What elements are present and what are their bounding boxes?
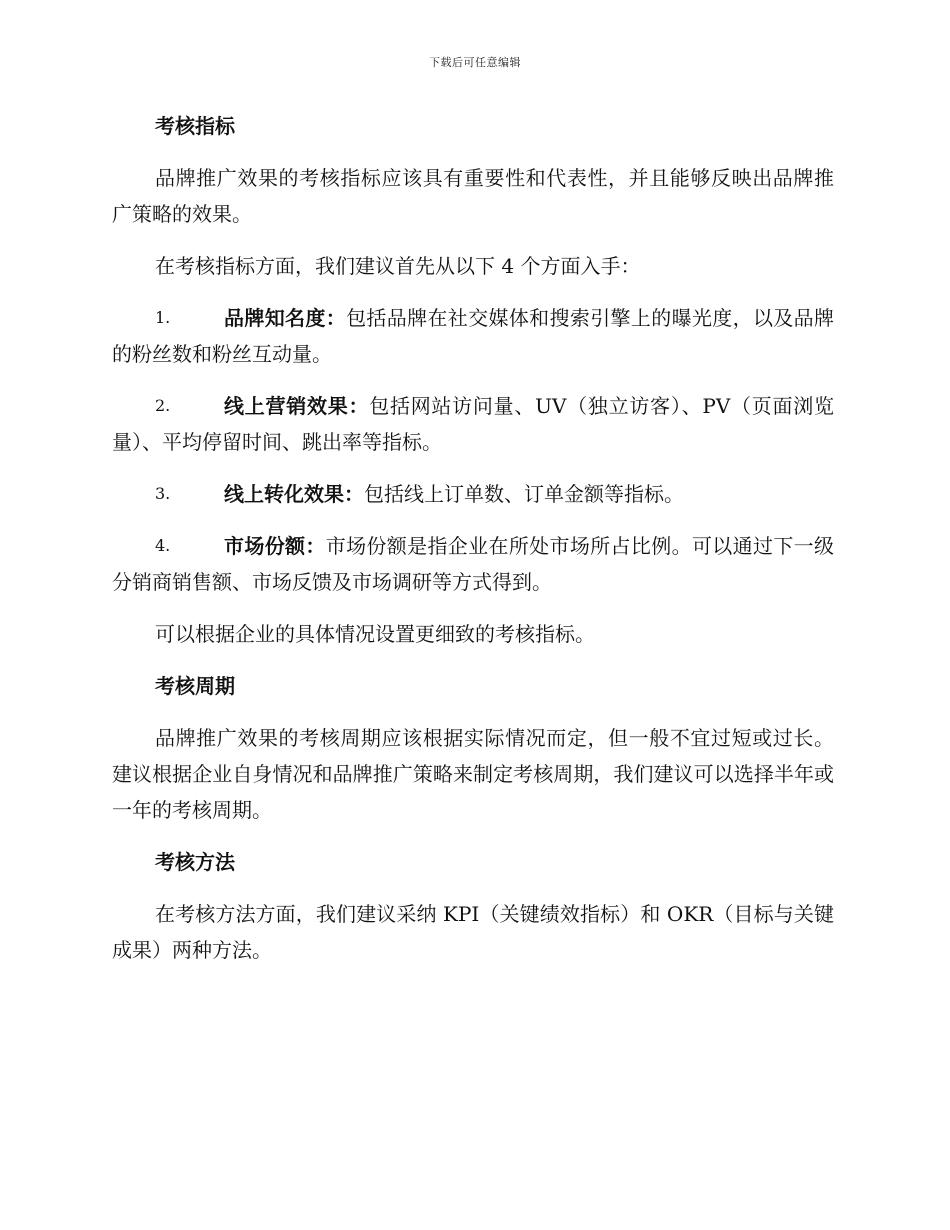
section-heading-method: 考核方法	[155, 850, 235, 874]
list-text: 市场份额是指企业在所处市场所占比例。可以通过下一级分销商销售额、市场反馈及市场调研等方式得到。	[112, 534, 835, 594]
page-header: 下载后可任意编辑	[429, 56, 521, 69]
list-term: 线上转化效果：	[224, 482, 364, 506]
paragraph: 品牌推广效果的考核周期应该根据实际情况而定，但一般不宜过短或过长。建议根据企业自身情况和品牌推广策略来制定考核周期，我们建议可以选择半年或一年的考核周期。	[112, 726, 834, 822]
document-body	[112, 108, 834, 984]
section-heading-period: 考核周期	[155, 674, 235, 698]
list-number: 1.	[155, 308, 171, 327]
list-text: 包括网站访问量、UV（独立访客）、PV（页面浏览量）、平均停留时间、跳出率等指标。	[112, 394, 834, 454]
list-item	[112, 528, 834, 600]
paragraph: 在考核指标方面，我们建议首先从以下 4 个方面入手：	[155, 254, 641, 278]
list-item	[112, 300, 834, 372]
paragraph: 在考核方法方面，我们建议采纳 KPI（关键绩效指标）和 OKR（目标与关键成果）两种方法。	[112, 902, 834, 962]
paragraph: 可以根据企业的具体情况设置更细致的考核指标。	[155, 622, 595, 646]
list-number: 3.	[155, 484, 171, 503]
list-text: 包括品牌在社交媒体和搜索引擎上的曝光度，以及品牌的粉丝数和粉丝互动量。	[112, 306, 835, 366]
list-number: 4.	[155, 536, 171, 555]
paragraph: 品牌推广效果的考核指标应该具有重要性和代表性，并且能够反映出品牌推广策略的效果。	[112, 166, 834, 226]
list-term: 线上营销效果：	[224, 394, 370, 418]
list-item	[112, 476, 834, 512]
list-term: 市场份额：	[224, 534, 326, 558]
list-text: 包括线上订单数、订单金额等指标。	[364, 482, 684, 506]
list-number: 2.	[155, 396, 171, 415]
list-item	[112, 388, 834, 460]
list-term: 品牌知名度：	[224, 306, 347, 330]
section-heading-indicators: 考核指标	[155, 114, 235, 138]
